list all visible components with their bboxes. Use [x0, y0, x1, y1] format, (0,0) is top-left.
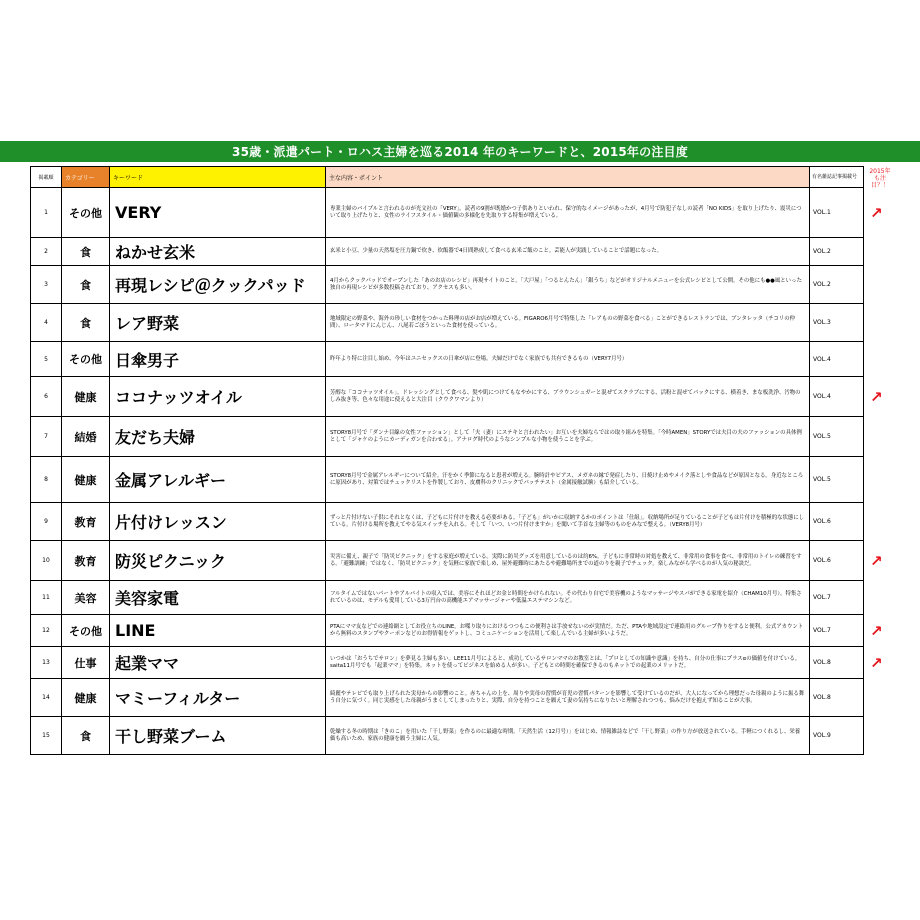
row-keyword: LINE — [110, 615, 326, 647]
row-number: 4 — [31, 304, 62, 342]
row-volume: VOL.7 — [810, 581, 864, 615]
row-category: 仕事 — [62, 647, 110, 679]
row-keyword: 日傘男子 — [110, 342, 326, 377]
row-keyword: 起業ママ — [110, 647, 326, 679]
table-row — [31, 266, 864, 304]
row-category: その他 — [62, 188, 110, 238]
document-title: 35歳・派遣パート・ロハス主婦を巡る2014 年のキーワードと、2015年の注目度 — [0, 141, 920, 162]
row-volume: VOL.8 — [810, 679, 864, 717]
row-volume: VOL.6 — [810, 503, 864, 541]
row-number: 9 — [31, 503, 62, 541]
row-keyword: 干し野菜ブーム — [110, 717, 326, 755]
row-number: 6 — [31, 377, 62, 417]
trend-up-arrow-icon: ↗ — [870, 387, 883, 406]
row-number: 8 — [31, 457, 62, 503]
row-category: 食 — [62, 238, 110, 266]
row-volume: VOL.8 — [810, 647, 864, 679]
row-description: 玄米と小豆、少量の天然塩を圧力鍋で炊き、炊飯器で4日間熟成して食べる玄米ご飯のこと。芸能人が実践していることで話題になった。 — [326, 238, 810, 266]
table-row — [31, 581, 864, 615]
row-description: 4月からクックパッドでオープンした「あのお店のレシピ」再現サイトのこと。「大戸屋」「つるとんたん」「銀うち」などがオリジナルメニューを公式レシピとして公開。その他にも●●風といった独自の再現レシピが多数投稿されており、アクセスも多い。 — [326, 266, 810, 304]
row-number: 5 — [31, 342, 62, 377]
row-keyword: レア野菜 — [110, 304, 326, 342]
row-volume: VOL.5 — [810, 417, 864, 457]
row-volume: VOL.9 — [810, 717, 864, 755]
row-keyword: マミーフィルター — [110, 679, 326, 717]
row-number: 13 — [31, 647, 62, 679]
row-keyword: ココナッツオイル — [110, 377, 326, 417]
side-note-2015: 2015年も注目？！ — [869, 168, 891, 189]
table-row — [31, 377, 864, 417]
row-volume: VOL.5 — [810, 457, 864, 503]
table-row — [31, 679, 864, 717]
row-number: 10 — [31, 541, 62, 581]
row-description: ずっと片付けない子供にそれとなくは、子どもに片付けを教える必要がある。「子ども」がいかに収納するかのポイントは「仕組」。収納場所が足りていることが子どもは片付けを積極的な状態にしている。片付ける場所を教えてやる気スイッチを入れる。そして「いつ、いつ片付けますか」を聞いて手首な主婦等のものをみなで整える。（VERY8月号） — [326, 503, 810, 541]
table-row — [31, 615, 864, 647]
row-description: 地域限定の野菜や、海外の珍しい食材をつかった料理の店がお店が増えている。FIGARO6月号で特集した「レアものの野菜を食べる」ことができるレストランでは、ブンタレッタ（チコリの仲間）、ロータマドにんじん、八尾若ごぼうといった食材を使っている。 — [326, 304, 810, 342]
header-keyword: キーワード — [110, 167, 326, 188]
row-description: 乾燥する冬の時期は「きのこ」を用いた「干し野菜」を作るのに最適な時期。「天然生活（12月号）」をはじめ、情報雑誌などで「干し野菜」の作り方が放送されている。手軽につくれるし、栄養価も高いため、家族の健康を願う主婦に人気。 — [326, 717, 810, 755]
row-category: 美容 — [62, 581, 110, 615]
row-description: 専業主婦のバイブルと言われるのが光文社の「VERY」。読者の9割が既婚かつ子供ありといわれ、保守的なイメージがあったが、4月号で防犯子なしの読者「NO KIDS」を取り上げたり、震災について取り上げたりと、女性のライフスタイル・価値観の多様化を先取りする特集が増えている。 — [326, 188, 810, 238]
table-row — [31, 238, 864, 266]
row-number: 11 — [31, 581, 62, 615]
table-row — [31, 188, 864, 238]
row-keyword: 金属アレルギー — [110, 457, 326, 503]
trend-up-arrow-icon: ↗ — [870, 203, 883, 222]
row-category: 食 — [62, 266, 110, 304]
row-description: 綺麗やテレビでも取り上げられた実母からの影響のこと。赤ちゃんの上を、周りや実母の習慣が育児の習慣パターンを影響して受けているのだが、大人になってから理想だった母親のように振る舞う自分に気づく。同じ実感をした母親がうまくしてしまったりと、実際、自分を持つことを願えて妻の気持ちになりたいと理解されつつも、悩みだけを抱えず知ることが大事。 — [326, 679, 810, 717]
row-number: 3 — [31, 266, 62, 304]
table-body — [31, 188, 864, 755]
row-volume: VOL.4 — [810, 342, 864, 377]
row-category: 健康 — [62, 679, 110, 717]
table-row — [31, 417, 864, 457]
row-category: 結婚 — [62, 417, 110, 457]
row-keyword: 友だち夫婦 — [110, 417, 326, 457]
row-keyword: ねかせ玄米 — [110, 238, 326, 266]
row-description: 芳醇な「ココナッツオイル」。ドレッシングとして食べる、髪や肌につけてもなやかにする、ブラウンシュガーと混ぜてスクラブにする、活粉と混ぜてパックにする、横着き、まな板洗浄、汚物のしみ抜き等、色々な用途に使えると大注目（クウクワマンより） — [326, 377, 810, 417]
row-category: 食 — [62, 717, 110, 755]
row-category: 健康 — [62, 377, 110, 417]
row-number: 14 — [31, 679, 62, 717]
header-no: 掲載順 — [31, 167, 62, 188]
row-volume: VOL.2 — [810, 238, 864, 266]
row-volume: VOL.3 — [810, 304, 864, 342]
row-description: 昨年より特に注目し始め、今年はユニセックスの日傘が店に登場。夫婦だけでなく家族でも共有できるもの（VERY7月号） — [326, 342, 810, 377]
table-row — [31, 541, 864, 581]
table-row — [31, 304, 864, 342]
trend-up-arrow-icon: ↗ — [870, 653, 883, 672]
row-description: いつかは「おうちでサロン」を夢見る主婦も多い。LEE11月号によると、成功しているサロンママのお教室とは、「プロとしての知識や意識」を持ち、自分の仕事にプラスαの価値を付けている。saita11月号でも「起業ママ」を特集。ネットを使ってビジネスを始める人が多い。子どもとの時間を確保できるのもネットでの起業のメリットだ。 — [326, 647, 810, 679]
row-volume: VOL.7 — [810, 615, 864, 647]
row-category: 食 — [62, 304, 110, 342]
row-keyword: 防災ピクニック — [110, 541, 326, 581]
table-row — [31, 457, 864, 503]
row-keyword: 美容家電 — [110, 581, 326, 615]
row-keyword: 再現レシピ＠クックパッド — [110, 266, 326, 304]
row-number: 15 — [31, 717, 62, 755]
row-description: STORY8月号で金属アレルギーについて紹介。汗をかく季節になると患者が増える。腕時計やピアス、メガネの縁で発症したり、日焼け止めやメイク落としや食品などが原因となる。身近なところに原因があり、対策ではチェックリストを作製しており、皮膚科のクリニックでパッチテスト（金属接触試験）も紹介している。 — [326, 457, 810, 503]
trend-up-arrow-icon: ↗ — [870, 621, 883, 640]
row-category: その他 — [62, 342, 110, 377]
trend-up-arrow-icon: ↗ — [870, 551, 883, 570]
keyword-table — [30, 166, 864, 755]
header-volume: 有名雑誌記事掲載号 — [810, 167, 864, 188]
row-volume: VOL.2 — [810, 266, 864, 304]
row-volume: VOL.4 — [810, 377, 864, 417]
table-header-row — [31, 167, 864, 188]
row-volume: VOL.1 — [810, 188, 864, 238]
row-volume: VOL.6 — [810, 541, 864, 581]
table-row — [31, 647, 864, 679]
row-number: 7 — [31, 417, 62, 457]
header-description: 主な内容・ポイント — [326, 167, 810, 188]
table-row — [31, 503, 864, 541]
row-description: PTAにママ友などでの連絡網としてお役立ちのLINE。お喋り取りにおけるつつもこの便利さは手放せないのが実情だ。ただ、PTAや地域設定で連絡用のグループ作りをすると便利。公式アカウントから無料のスタンプやクーポンなどのお得情報をゲットし、コミュニケーションを活用して楽しんでいる主婦が多いようだ。 — [326, 615, 810, 647]
row-description: STORY8月号で「ダンナ目線の女性ファッション」として「夫（妻）にステキと言われたい」お互いを夫婦ならではの取り組みを特集。「今時AMEN」STORYでは夫目の夫のファッションの具体例として「ジャケのようにカーディガンを合わせる」。アナログ時代のようなシンプルな小物を使うことを学ぶ。 — [326, 417, 810, 457]
row-category: 健康 — [62, 457, 110, 503]
row-category: その他 — [62, 615, 110, 647]
row-category: 教育 — [62, 503, 110, 541]
row-number: 1 — [31, 188, 62, 238]
row-number: 12 — [31, 615, 62, 647]
header-category: カテゴリー — [62, 167, 110, 188]
row-keyword: 片付けレッスン — [110, 503, 326, 541]
table-row — [31, 342, 864, 377]
table-row — [31, 717, 864, 755]
row-category: 教育 — [62, 541, 110, 581]
row-description: 災害に備え、親子で「防災ピクニック」をする家庭が増えている。実際に防災グッズを用意しているのは約6%。子どもに非常時の対処を教えて、非常用の食事を食べ、非常用のトイレの練習をする。「避難訓練」ではなく、「防災ピクニック」を気軽に家族で楽しめ、屋外避難時にあたるや避難場所までの道のりを親子でチェック。楽しみながら学べるのが人気の秘訣だ。 — [326, 541, 810, 581]
row-keyword: VERY — [110, 188, 326, 238]
row-number: 2 — [31, 238, 62, 266]
row-description: フルタイムではないパートやアルバイトの収入では、美容にそれほどお金と時間をかけられない。その代わり自宅で美容機のようなマッサージやスパができる家電を紹介（CHAM10月号）。特集されているのは、モデルも愛用している3万円台の高機能エアマッサージャーや低温エステマシンなど。 — [326, 581, 810, 615]
